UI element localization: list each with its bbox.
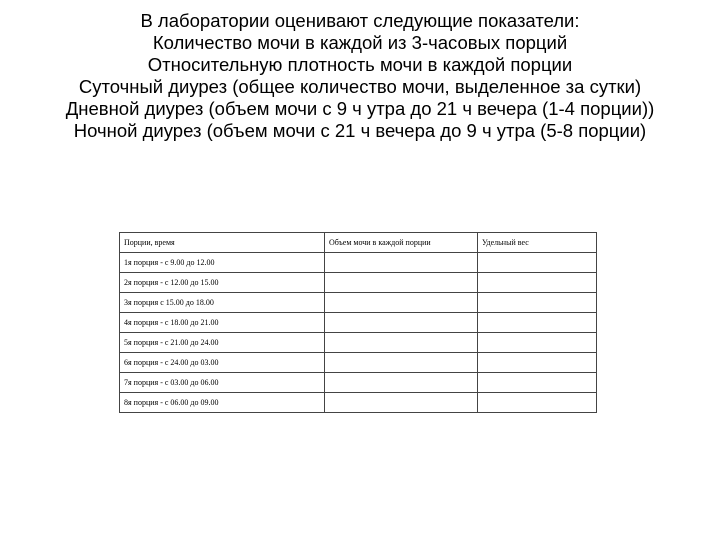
volume-cell	[325, 293, 478, 313]
specific-gravity-cell	[478, 273, 597, 293]
heading-line: В лаборатории оценивают следующие показатели:	[140, 10, 580, 31]
table-row	[120, 393, 597, 413]
table-row	[120, 373, 597, 393]
portion-cell: 4я порция - с 18.00 до 21.00	[120, 313, 325, 333]
indicator-daily-diuresis-line: Суточный диурез (общее количество мочи, выделенное за сутки)	[78, 76, 642, 97]
header-specific-gravity: Удельный вес	[478, 233, 597, 253]
volume-cell	[325, 333, 478, 353]
specific-gravity-cell	[478, 373, 597, 393]
table-row	[120, 313, 597, 333]
slide-text	[20, 10, 700, 142]
indicator-day-diuresis-line: Дневной диурез (объем мочи с 9 ч утра до 21 ч вечера (1-4 порции))	[65, 98, 655, 119]
volume-cell	[325, 373, 478, 393]
table-row	[120, 353, 597, 373]
portions-table-wrap	[119, 232, 597, 413]
portion-cell: 8я порция - с 06.00 до 09.00	[120, 393, 325, 413]
indicator-density-line: Относительную плотность мочи в каждой порции	[147, 54, 573, 75]
portion-cell: 1я порция - с 9.00 до 12.00	[120, 253, 325, 273]
indicator-volume-line: Количество мочи в каждой из 3-часовых порций	[152, 32, 568, 53]
specific-gravity-cell	[478, 313, 597, 333]
volume-cell	[325, 393, 478, 413]
header-volume: Объем мочи в каждой порции	[325, 233, 478, 253]
volume-cell	[325, 313, 478, 333]
table-row	[120, 293, 597, 313]
volume-cell	[325, 353, 478, 373]
table-row	[120, 333, 597, 353]
table-row	[120, 273, 597, 293]
specific-gravity-cell	[478, 293, 597, 313]
portion-cell: 3я порция с 15.00 до 18.00	[120, 293, 325, 313]
portion-cell: 2я порция - с 12.00 до 15.00	[120, 273, 325, 293]
portion-cell: 5я порция - с 21.00 до 24.00	[120, 333, 325, 353]
specific-gravity-cell	[478, 393, 597, 413]
specific-gravity-cell	[478, 253, 597, 273]
table-header-row	[120, 233, 597, 253]
specific-gravity-cell	[478, 353, 597, 373]
portion-cell: 7я порция - с 03.00 до 06.00	[120, 373, 325, 393]
header-portion-time: Порции, время	[120, 233, 325, 253]
portions-table	[119, 232, 597, 413]
volume-cell	[325, 253, 478, 273]
specific-gravity-cell	[478, 333, 597, 353]
table-row	[120, 253, 597, 273]
portion-cell: 6я порция - с 24.00 до 03.00	[120, 353, 325, 373]
volume-cell	[325, 273, 478, 293]
indicator-night-diuresis-line: Ночной диурез (объем мочи с 21 ч вечера до 9 ч утра (5-8 порции)	[73, 120, 647, 141]
